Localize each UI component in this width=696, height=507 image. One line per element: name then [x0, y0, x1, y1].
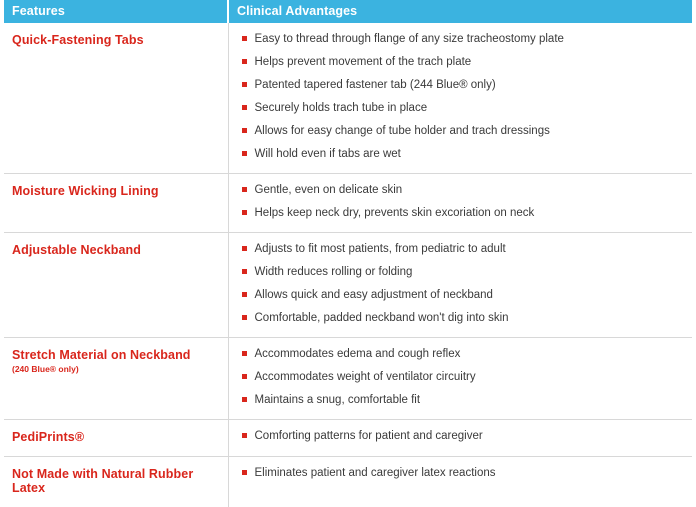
list-item — [241, 466, 685, 480]
advantages-cell — [228, 420, 692, 457]
table-body — [4, 23, 692, 507]
feature-note: (240 Blue® only) — [12, 363, 220, 375]
square-bullet-icon — [242, 187, 247, 192]
feature-title: Stretch Material on Neckband — [12, 348, 220, 362]
feature-cell — [4, 457, 228, 507]
list-item — [241, 32, 685, 46]
list-item — [241, 147, 685, 161]
square-bullet-icon — [242, 128, 247, 133]
square-bullet-icon — [242, 351, 247, 356]
advantages-list — [241, 183, 685, 220]
feature-title: PediPrints® — [12, 430, 220, 444]
advantages-cell — [228, 338, 692, 420]
column-header-features: Features — [4, 0, 228, 23]
list-item — [241, 347, 685, 361]
table-row — [4, 23, 692, 174]
square-bullet-icon — [242, 397, 247, 402]
advantage-text: Accommodates weight of ventilator circuitry — [255, 371, 476, 383]
advantage-text: Easy to thread through flange of any size tracheostomy plate — [255, 33, 564, 45]
advantages-cell — [228, 233, 692, 338]
advantage-text: Helps keep neck dry, prevents skin excoriation on neck — [255, 207, 535, 219]
advantage-text: Allows for easy change of tube holder and trach dressings — [255, 125, 550, 137]
advantages-list — [241, 32, 685, 161]
column-header-clinical-advantages: Clinical Advantages — [228, 0, 692, 23]
list-item — [241, 124, 685, 138]
list-item — [241, 311, 685, 325]
feature-title: Not Made with Natural Rubber Latex — [12, 467, 220, 495]
feature-title: Moisture Wicking Lining — [12, 184, 220, 198]
advantages-list — [241, 242, 685, 325]
advantage-text: Maintains a snug, comfortable fit — [255, 394, 421, 406]
square-bullet-icon — [242, 82, 247, 87]
list-item — [241, 370, 685, 384]
advantages-list — [241, 466, 685, 480]
list-item — [241, 183, 685, 197]
advantages-list — [241, 429, 685, 443]
advantage-text: Helps prevent movement of the trach plate — [255, 56, 472, 68]
feature-cell — [4, 174, 228, 233]
square-bullet-icon — [242, 292, 247, 297]
list-item — [241, 206, 685, 220]
advantage-text: Securely holds trach tube in place — [255, 102, 428, 114]
square-bullet-icon — [242, 151, 247, 156]
advantage-text: Comforting patterns for patient and caregiver — [255, 430, 483, 442]
list-item — [241, 55, 685, 69]
table-row — [4, 174, 692, 233]
advantage-text: Accommodates edema and cough reflex — [255, 348, 461, 360]
advantage-text: Patented tapered fastener tab (244 Blue® only) — [255, 79, 496, 91]
advantage-text: Comfortable, padded neckband won't dig into skin — [255, 312, 509, 324]
advantages-cell — [228, 457, 692, 507]
list-item — [241, 429, 685, 443]
advantage-text: Allows quick and easy adjustment of neckband — [255, 289, 493, 301]
feature-cell — [4, 23, 228, 174]
feature-cell — [4, 338, 228, 420]
square-bullet-icon — [242, 210, 247, 215]
list-item — [241, 393, 685, 407]
advantage-text: Eliminates patient and caregiver latex reactions — [255, 467, 496, 479]
table-header-row — [4, 0, 692, 23]
advantages-list — [241, 347, 685, 407]
square-bullet-icon — [242, 433, 247, 438]
square-bullet-icon — [242, 269, 247, 274]
table-row — [4, 233, 692, 338]
list-item — [241, 78, 685, 92]
square-bullet-icon — [242, 374, 247, 379]
advantage-text: Width reduces rolling or folding — [255, 266, 413, 278]
feature-title: Adjustable Neckband — [12, 243, 220, 257]
advantages-cell — [228, 23, 692, 174]
square-bullet-icon — [242, 36, 247, 41]
list-item — [241, 288, 685, 302]
square-bullet-icon — [242, 59, 247, 64]
table-row — [4, 457, 692, 507]
feature-cell — [4, 420, 228, 457]
advantage-text: Gentle, even on delicate skin — [255, 184, 403, 196]
feature-cell — [4, 233, 228, 338]
list-item — [241, 265, 685, 279]
features-advantages-table — [4, 0, 692, 507]
square-bullet-icon — [242, 470, 247, 475]
list-item — [241, 242, 685, 256]
advantages-cell — [228, 174, 692, 233]
advantage-text: Adjusts to fit most patients, from pediatric to adult — [255, 243, 506, 255]
table-header — [4, 0, 692, 23]
feature-title: Quick-Fastening Tabs — [12, 33, 220, 47]
table-row — [4, 420, 692, 457]
list-item — [241, 101, 685, 115]
square-bullet-icon — [242, 246, 247, 251]
advantage-text: Will hold even if tabs are wet — [255, 148, 401, 160]
square-bullet-icon — [242, 105, 247, 110]
table-row — [4, 338, 692, 420]
square-bullet-icon — [242, 315, 247, 320]
